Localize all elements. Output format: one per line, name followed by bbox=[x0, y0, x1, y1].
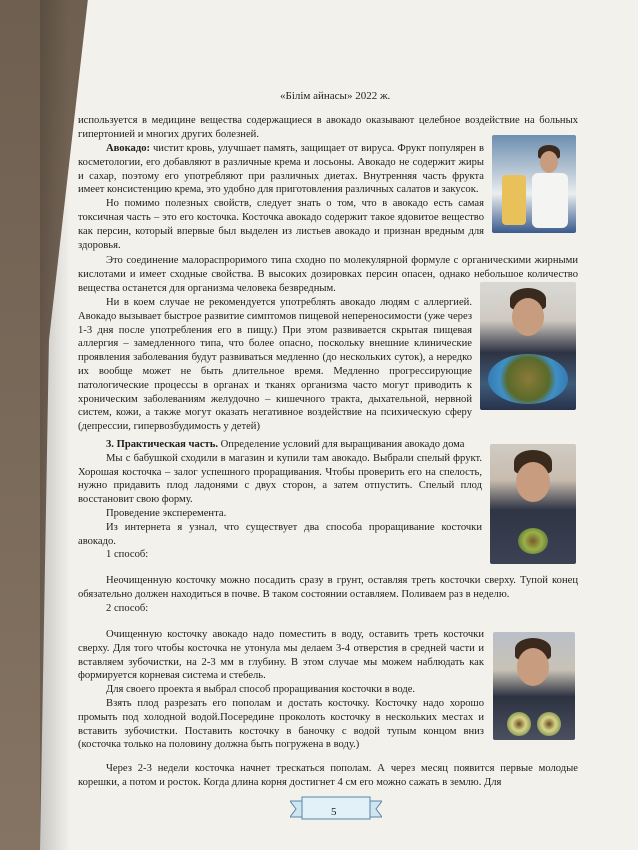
text-block-practical bbox=[78, 438, 482, 562]
photo-boy-with-cut-avocado bbox=[493, 632, 575, 740]
paragraph-1: используется в медицине вещества содержащиеся в авокадо оказывают целебное воздействие на больных гипертонией и многих других болезней. bbox=[78, 115, 578, 140]
paragraph-5: Ни в коем случае не рекомендуется употреблять авокадо людям с аллергией. Авокадо вызывает быстрое развитие симптомов пищевой непереносимости (уже через 1-3 дня после употребления его в пищу.) При этом развивается скрытая пищевая аллергия – замедленного типа, что более опасно, поскольку внешние клинические проявления заболевания будут развиваться медленно (до нескольких суток), а нередко их вообще может не быть длительное время. Медленно прогрессирующие патологические процессы в органах и тканях организма часто могут приводить к хроническим заболеваниям желудочно – кишечного тракта, дыхательной, нервной систем, кожи, а также могут оказать негативное воздействие на психическую сферу (депрессии, гипервозбудимость у детей) bbox=[78, 297, 472, 433]
photo-boy-with-salad bbox=[480, 282, 576, 410]
paragraph-9: Из интернета я узнал, что существует два способа проращивание косточки авокадо. bbox=[78, 521, 482, 547]
paragraph-4: Это соединение малораспроримого типа сходно по молекулярной формуле с органическими жирными кислотами и имеет сходные свойства. В высоких дозировках персин опасен, однако небольшое количество вещества останется для организма человека безвредным. bbox=[78, 255, 578, 294]
paragraph-16: Через 2-3 недели косточка начнет трескаться пополам. А через месяц появится первые молодые корешки, а потом и росток. Когда длина корня достигнет 4 см его можно сажать в землю. Для bbox=[78, 763, 578, 788]
page-header: «Білім айнасы» 2022 ж. bbox=[280, 90, 391, 102]
paragraph-3: Но помимо полезных свойств, следует знать о том, что в авокадо есть самая токсичная часть – это его косточка. Косточка авокадо содержит такое ядовитое вещество как персин, который впервые был выделен из листьев авокадо и признан вредным для здоровья. bbox=[78, 198, 484, 251]
photo-boy-face bbox=[516, 462, 550, 502]
text-block-allergy bbox=[78, 296, 472, 434]
paragraph-13: Очищенную косточку авокадо надо поместить в воду, оставить треть косточки сверху. Для того чтобы косточка не утонула мы делаем 3-4 отверстия в средней части и вставляем зубочистки, на 2-3 мм в глубину. В этом случае мы можем наблюдать как формируется корневая система и стебель. bbox=[78, 629, 484, 682]
text-block-sprouting bbox=[78, 762, 578, 790]
photo-avocado-half-left bbox=[507, 712, 531, 736]
avocado-heading: Авокадо: bbox=[106, 143, 151, 154]
text-block-method2 bbox=[78, 628, 484, 752]
paragraph-7: Мы с бабушкой сходили в магазин и купили там авокадо. Выбрали спелый фрукт. Хорошая косточка – залог успешного проращивания. Чтобы проверить его на спелость, нужно придавить плод ладонями с двух сторон, а затем отпустить. Спелый плод восстановит свою форму. bbox=[78, 452, 482, 506]
photo-avocado-half-right bbox=[537, 712, 561, 736]
photo-white-coat bbox=[532, 173, 568, 228]
page-number: 5 bbox=[331, 806, 337, 818]
page-shadow bbox=[40, 0, 70, 850]
photo-avocado bbox=[518, 528, 548, 554]
photo-salad-bowl bbox=[488, 354, 568, 404]
text-block-method1 bbox=[78, 574, 578, 615]
paragraph-15: Взять плод разрезать его пополам и достать косточку. Косточку надо хорошо промыть под холодной водой.Посередине проколоть косточку в нескольких местах и вставить зубочистки. Поставить косточку в баночку с водой тупым концом вниз (косточка только на половину должна быть погружена в воду.) bbox=[78, 697, 484, 751]
photo-boy-face bbox=[512, 298, 544, 336]
paragraph-12: 2 способ: bbox=[106, 602, 149, 614]
photo-boy-face bbox=[517, 648, 549, 686]
paragraph-10: 1 способ: bbox=[106, 549, 149, 561]
photo-girl-with-avocado bbox=[492, 135, 576, 233]
paragraph-6: 3. Практическая часть. Определение условий для выращивания авокадо дома bbox=[106, 439, 465, 450]
section-heading-practical: 3. Практическая часть. bbox=[106, 439, 218, 450]
photo-person-face bbox=[540, 151, 558, 173]
paragraph-8: Проведение эксперемента. bbox=[106, 507, 227, 519]
paragraph-2: Авокадо: чистит кровь, улучшает память, защищает от вируса. Фрукт популярен в косметологии, его добавляют в различные крема и лосьоны. Авокадо не содержит жиры и сахар, поэтому его употребляют при различных диетах. Внутренняя часть фрукта имеет консистенцию крема, это удобно для приготовления различных салатов и закусок. bbox=[78, 143, 484, 196]
photo-second-person bbox=[502, 175, 526, 225]
photo-boy-with-avocado bbox=[490, 444, 576, 564]
text-block-avocado bbox=[78, 142, 484, 252]
paragraph-14: Для своего проекта я выбрал способ проращивания косточки в воде. bbox=[106, 684, 416, 696]
paragraph-11: Неочищенную косточку можно посадить сразу в грунт, оставляя треть косточки сверху. Тупой конец обязательно должен находиться в почве. В таком состоянии оставляем. Поливаем раз в неделю. bbox=[78, 575, 578, 600]
